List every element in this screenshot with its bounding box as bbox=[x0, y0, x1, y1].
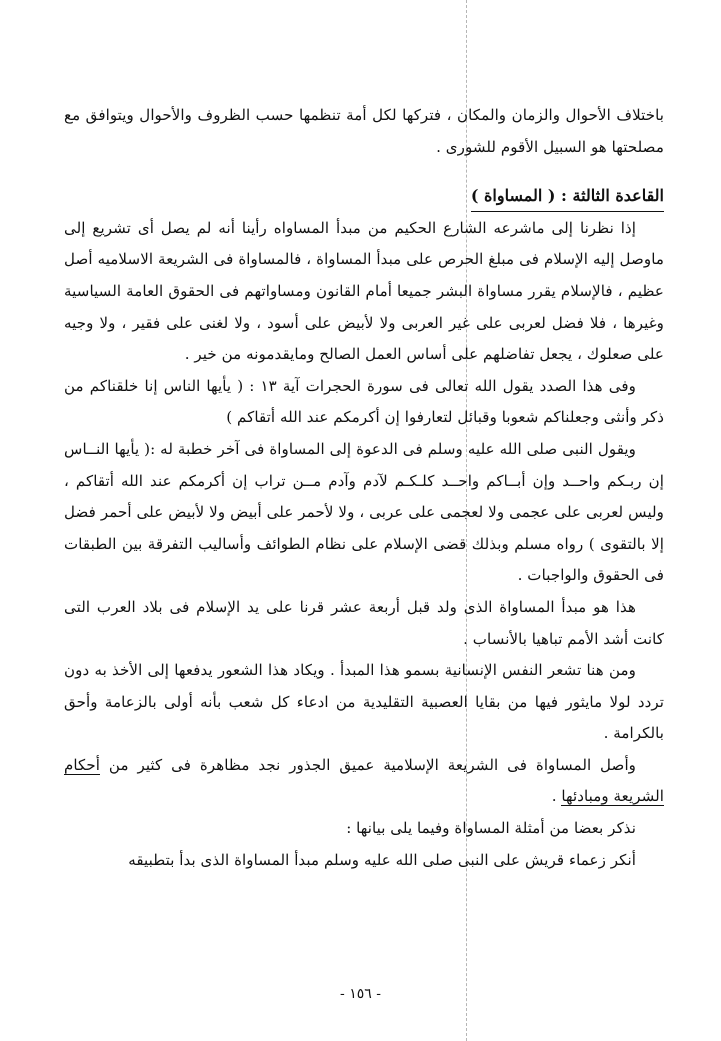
body-text bbox=[64, 100, 664, 876]
page-number: - ١٥٦ - bbox=[340, 986, 381, 1002]
paragraph-prophet-sermon: ويقول النبى صلى الله عليه وسلم فى الدعوة إلى المساواة فى آخر خطبة له :( يأيها النــاس إن ربـكم واحــد وإن أبــاكم واحــد كلـكـم لآدم وآدم مــن تراب إن أكرمكم عند الله أتقاكم ، وليس لعربى على عجمى ولا لعجمى على عربى ، ولا لأحمر على أبيض ولا لأبيض على أحمر فضل إلا بالتقوى ) رواه مسلم وبذلك قضى الإسلام على نظام الطوائف وأساليب التفرقة بين الطبقات فى الحقوق والواجبات . bbox=[64, 439, 664, 585]
section-heading: القاعدة الثالثة : ( المساواة ) bbox=[471, 182, 664, 212]
paragraph-equality-origin: هذا هو مبدأ المساواة الذى ولد قبل أربعة عشر قرنا على يد الإسلام فى بلاد العرب التى كانت أشد الأمم تباهيا بالأنساب . bbox=[64, 597, 664, 648]
sharia-roots-text: وأصل المساواة فى الشريعة الإسلامية عميق الجذور نجد مظاهرة فى كثير من bbox=[108, 755, 636, 774]
paragraph-sharia-roots bbox=[64, 750, 664, 813]
paragraph-quran-verse: وفى هذا الصدد يقول الله تعالى فى سورة الحجرات آية ١٣ : ( يأيها الناس إنا خلقناكم من ذكر وأنثى وجعلناكم شعوبا وقبائل لتعارفوا إن أكرمكم عند الله أتقاكم ) bbox=[64, 376, 664, 427]
sharia-rulings-underlined: أحكام الشريعة ومبادئها bbox=[64, 755, 664, 806]
paragraph-shura-conclusion: باختلاف الأحوال والزمان والمكان ، فتركها لكل أمة تنظمها حسب الظروف والأحوال ويتوافق مع مصلحتها هو السبيل الأقوم للشورى . bbox=[64, 106, 664, 156]
paragraph-examples-intro: نذكر بعضا من أمثلة المساواة وفيما يلى بيانها : bbox=[346, 819, 636, 838]
paragraph-human-soul: ومن هنا تشعر النفس الإنسانية بسمو هذا المبدأ . ويكاد هذا الشعور يدفعها إلى الأخذ به دون تردد لولا مايثور فيها من بقايا العصبية التقليدية من ادعاء كل شعب بأنه أولى بالزعامة وأحق بالكرامة . bbox=[64, 661, 664, 743]
section-heading-wrap bbox=[64, 181, 664, 213]
paragraph-equality-intro: إذا نظرنا إلى ماشرعه الشارع الحكيم من مبدأ المساواه رأينا أنه لم يصل أى تشريع إلى ماوصل إليه الإسلام فى مبلغ الحرص على مبدأ المساواة ، فالمساواة فى الشريعة الاسلاميه أصل عظيم ، فالإسلام يقرر مساواة البشر جميعا أمام القانون ومساواتهم فى الحقوق العامة السياسية وغيرها ، فلا فضل لعربى على غير العربى ولا لأبيض على أسود ، ولا لغنى على فقير ، ولا وجيه على صعلوك ، يجعل تفاضلهم على أساس العمل الصالح ومايقدمونه من خير . bbox=[64, 218, 664, 364]
sharia-roots-end: . bbox=[551, 787, 562, 806]
paragraph-quraysh: أنكر زعماء قريش على النبى صلى الله عليه وسلم مبدأ المساواة الذى بدأ بتطبيقه bbox=[128, 850, 636, 869]
